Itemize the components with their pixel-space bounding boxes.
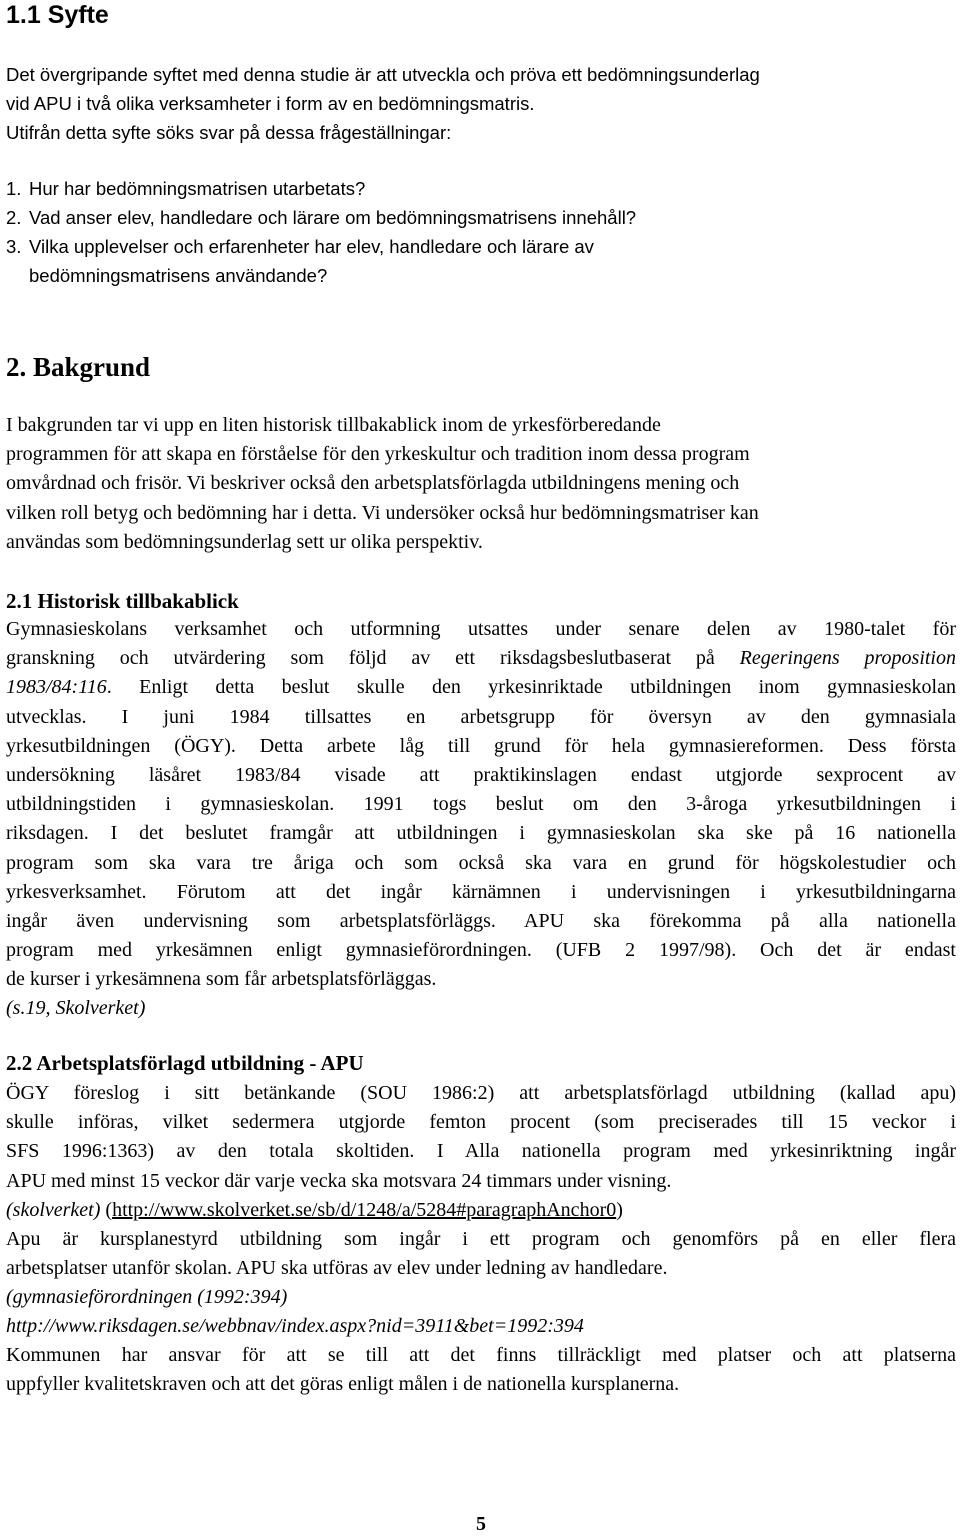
text-line: användas som bedömningsunderlag sett ur olika perspektiv. <box>6 530 483 553</box>
text-line: utbildningstiden i gymnasieskolan. 1991 togs beslut om den 3-åroga yrkesutbildningen i <box>6 793 956 816</box>
syfte-paragraph <box>6 60 760 147</box>
apu-source-2 <box>6 1283 584 1341</box>
apu-paragraph-3 <box>6 1341 956 1399</box>
bakgrund-paragraph <box>6 411 759 557</box>
list-item-text: bedömningsmatrisens användande? <box>29 265 328 286</box>
source-label: (gymnasieförordningen (1992:394) <box>6 1286 288 1308</box>
text-line: vid APU i två olika verksamheter i form av en bedömningsmatris. <box>6 93 535 114</box>
historisk-paragraph <box>6 615 956 995</box>
subsection-heading-historisk: 2.1 Historisk tillbakablick <box>6 589 239 613</box>
skolverket-link[interactable]: http://www.skolverket.se/sb/d/1248/a/5284#paragraphAnchor0 <box>112 1199 617 1221</box>
text-line: Kommunen har ansvar för att se till att det finns tillräckligt med platser och att platserna <box>6 1344 956 1366</box>
list-number: 2. <box>6 207 22 228</box>
list-item-text: Hur har bedömningsmatrisen utarbetats? <box>29 178 366 199</box>
text-segment: . Enligt detta beslut skulle den yrkesinriktade utbildningen inom gymnasieskolan <box>106 676 956 699</box>
text-line: SFS 1996:1363) av den totala skoltiden. I Alla nationella program med yrkesinriktning ingår <box>6 1140 956 1163</box>
research-questions-list <box>6 174 636 290</box>
text-line: yrkesverksamhet. Förutom att det ingår kärnämnen i undervisningen i yrkesutbildningarna <box>6 880 956 903</box>
text-line: uppfyller kvalitetskraven och att det göras enligt målen i de nationella kursplanerna. <box>6 1373 680 1396</box>
list-item-text: Vilka upplevelser och erfarenheter har elev, handledare och lärare av <box>29 236 594 257</box>
text-line: omvårdnad och frisör. Vi beskriver också den arbetsplatsförlagda utbildningens mening och <box>6 472 740 495</box>
citation-italic: Regeringens proposition <box>739 647 956 670</box>
text-segment: ( <box>100 1199 113 1221</box>
text-segment: ) <box>616 1199 623 1221</box>
list-number: 1. <box>6 178 22 199</box>
text-segment: granskning och utvärdering som följd av ett riksdagsbeslutbaserat på <box>6 647 740 670</box>
list-item <box>6 232 636 290</box>
citation-italic: 1983/84:116 <box>6 676 107 699</box>
text-line: programmen för att skapa en förståelse för den yrkeskultur och tradition inom dessa program <box>6 443 750 466</box>
text-line: ingår även undervisning som arbetsplatsförläggs. APU ska förekomma på alla nationella <box>6 910 956 933</box>
subsection-heading-apu: 2.2 Arbetsplatsförlagd utbildning - APU <box>6 1051 364 1075</box>
section-heading-bakgrund: 2. Bakgrund <box>6 352 151 382</box>
apu-source-1 <box>6 1196 623 1225</box>
section-heading-syfte: 1.1 Syfte <box>6 1 109 29</box>
text-line: arbetsplatser utanför skolan. APU ska utföras av elev under ledning av handledare. <box>6 1257 668 1280</box>
text-line: riksdagen. I det beslutet framgår att utbildningen i gymnasieskolan ska ske på 16 nationella <box>6 822 956 845</box>
text-line: utvecklas. I juni 1984 tillsattes en arbetsgrupp för översyn av den gymnasiala <box>6 705 956 728</box>
text-line: APU med minst 15 veckor där varje vecka ska motsvara 24 timmars under visning. <box>6 1169 672 1192</box>
list-item <box>6 174 636 203</box>
text-line: yrkesutbildningen (ÖGY). Detta arbete låg till grund för hela gymnasiereformen. Dess första <box>6 734 956 757</box>
text-line <box>6 1196 623 1225</box>
list-item <box>6 203 636 232</box>
text-line: Gymnasieskolans verksamhet och utformning utsattes under senare delen av 1980-talet för <box>6 618 956 640</box>
text-line: de kurser i yrkesämnena som får arbetsplatsförläggas. <box>6 968 437 991</box>
text-line <box>6 644 956 673</box>
riksdagen-link[interactable]: http://www.riksdagen.se/webbnav/index.aspx?nid=3911&bet=1992:394 <box>6 1315 584 1338</box>
list-number: 3. <box>6 236 22 257</box>
text-line: Utifrån detta syfte söks svar på dessa frågeställningar: <box>6 122 452 143</box>
text-line: ÖGY föreslog i sitt betänkande (SOU 1986:2) att arbetsplatsförlagd utbildning (kallad apu) <box>6 1082 956 1104</box>
apu-paragraph-2 <box>6 1225 956 1283</box>
text-line: Apu är kursplanestyrd utbildning som ingår i ett program och genomförs på en eller flera <box>6 1228 956 1250</box>
historisk-citation: (s.19, Skolverket) <box>6 997 146 1019</box>
text-line: program som ska vara tre åriga och som också ska vara en grund för högskolestudier och <box>6 851 956 874</box>
text-line: undersökning läsåret 1983/84 visade att praktikinslagen endast utgjorde sexprocent av <box>6 764 956 787</box>
text-line: Det övergripande syftet med denna studie är att utveckla och pröva ett bedömningsunderlag <box>6 64 760 85</box>
page-number: 5 <box>476 1513 486 1535</box>
text-line: vilken roll betyg och bedömning har i detta. Vi undersöker också hur bedömningsmatriser kan <box>6 501 759 524</box>
text-line: program med yrkesämnen enligt gymnasieförordningen. (UFB 2 1997/98). Och det är endast <box>6 939 956 962</box>
list-item-text: Vad anser elev, handledare och lärare om bedömningsmatrisens innehåll? <box>29 207 637 228</box>
source-label: (skolverket) <box>6 1199 101 1221</box>
text-line: I bakgrunden tar vi upp en liten historisk tillbakablick inom de yrkesförberedande <box>6 414 661 436</box>
apu-paragraph-1 <box>6 1079 956 1196</box>
text-line: skulle införas, vilket sedermera utgjorde femton procent (som preciserades till 15 veckor i <box>6 1111 956 1134</box>
text-line <box>6 673 956 702</box>
